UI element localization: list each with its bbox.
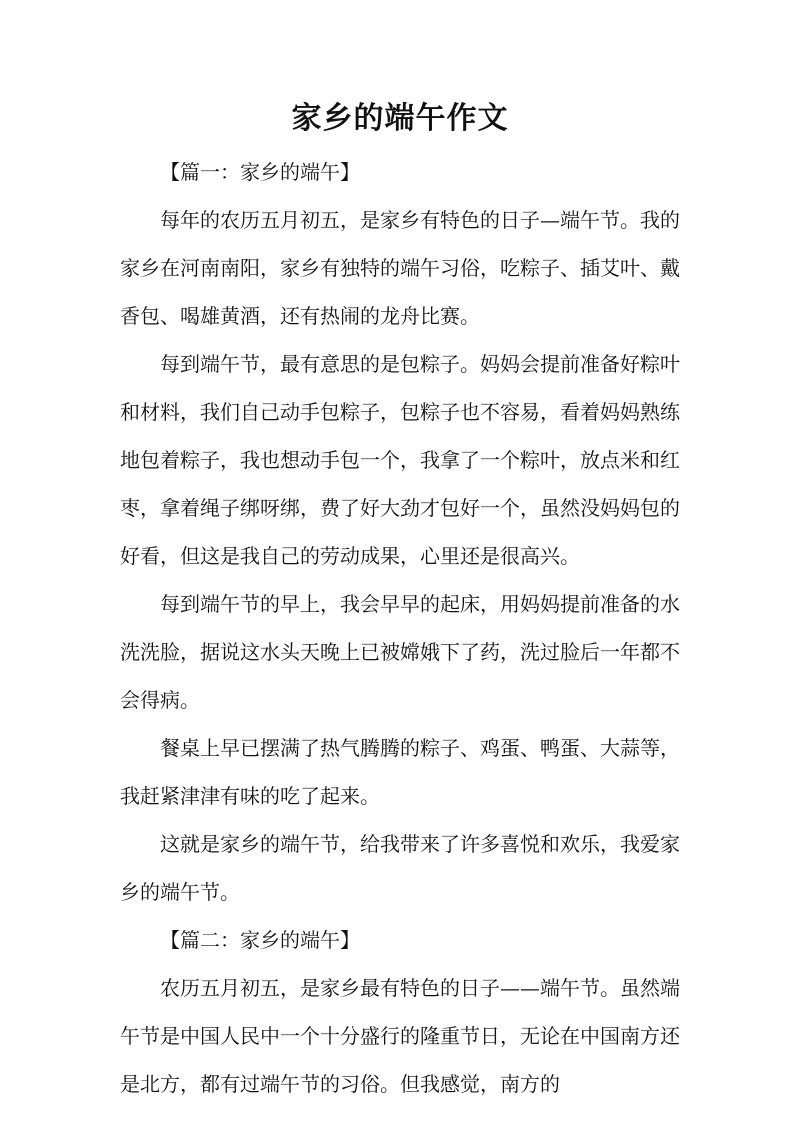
paragraph: 农历五月初五，是家乡最有特色的日子——端午节。虽然端午节是中国人民中一个十分盛行的隆重节日，无论在中国南方还是北方，都有过端午节的习俗。但我感觉，南方的 [120, 976, 680, 1096]
paragraph: 每到端午节，最有意思的是包粽子。妈妈会提前准备好粽叶和材料，我们自己动手包粽子，包粽子也不容易，看着妈妈熟练地包着粽子，我也想动手包一个，我拿了一个粽叶，放点米和红枣，拿着绳子绑呀绑，费了好大劲才包好一个，虽然没妈妈包的好看，但这是我自己的劳动成果，心里还是很高兴。 [120, 352, 680, 568]
section-heading-2: 【篇二：家乡的端午】 [160, 928, 360, 952]
document-title: 家乡的端午作文 [291, 101, 509, 136]
paragraph: 每到端午节的早上，我会早早的起床，用妈妈提前准备的水洗洗脸，据说这水头天晚上已被嫦娥下了药，洗过脸后一年都不会得病。 [120, 592, 680, 712]
paragraph: 每年的农历五月初五，是家乡有特色的日子—端午节。我的家乡在河南南阳，家乡有独特的端午习俗，吃粽子、插艾叶、戴香包、喝雄黄酒，还有热闹的龙舟比赛。 [120, 208, 680, 328]
paragraph: 这就是家乡的端午节，给我带来了许多喜悦和欢乐，我爱家乡的端午节。 [120, 832, 680, 904]
paragraph: 餐桌上早已摆满了热气腾腾的粽子、鸡蛋、鸭蛋、大蒜等，我赶紧津津有味的吃了起来。 [120, 736, 680, 808]
document-body [120, 148, 680, 1108]
section-heading-1: 【篇一：家乡的端午】 [160, 160, 360, 184]
